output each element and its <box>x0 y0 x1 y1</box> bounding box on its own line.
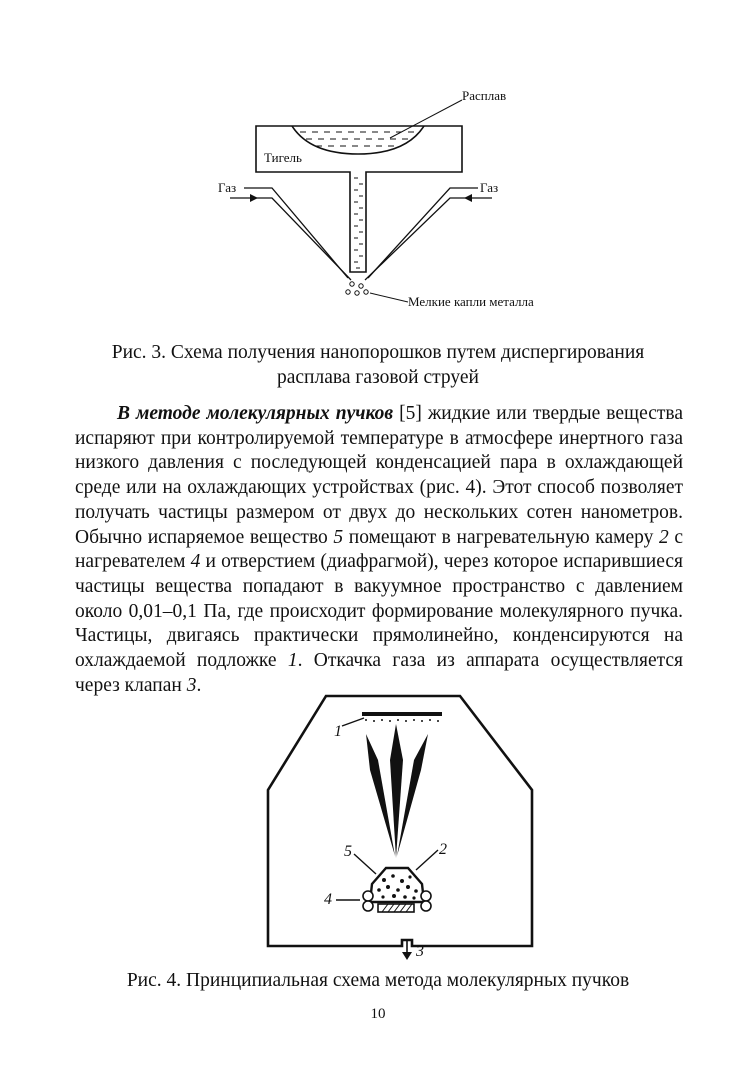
gas-jet-left <box>230 188 351 280</box>
leader-droplets <box>370 293 408 302</box>
droplets <box>346 282 368 295</box>
paragraph-text-3: с нагревателем <box>75 526 683 573</box>
label-crucible: Тигель <box>264 150 302 165</box>
label-gas-right: Газ <box>480 180 499 195</box>
figure-4-molecular-beam-diagram <box>238 690 568 960</box>
paragraph-text-5: . Откачка газа из аппарата осуществляется через клапан <box>75 650 683 696</box>
label-melt: Расплав <box>462 88 507 103</box>
label-3: 3 <box>416 943 424 960</box>
page-number: 10 <box>370 1006 386 1022</box>
figure-3-caption-line-1: Рис. 3. Схема получения нанопорошков путем диспергирования <box>111 342 645 363</box>
paragraph-text-6: . <box>196 674 202 696</box>
paragraph-text-2: помещают в нагревательную камеру <box>343 526 659 548</box>
paragraph-lead: В методе молекулярных пучков <box>117 403 394 424</box>
paragraph-text-4: и отверстием (диафрагмой), через которое испарившиеся частицы вещества попадают в вакуумное пространство с давлением около 0,01–0,1 Па, где происходит формирование молекулярного пучка. Частицы, двигаясь практически прямолинейно, конденсируются на охлаждаемой подложке <box>75 551 684 672</box>
ref-3: 3 <box>186 674 197 696</box>
label-2: 2 <box>439 841 447 858</box>
figure-3-caption-line-2: расплава газовой струей <box>277 367 479 388</box>
pump-out-arrow <box>402 940 412 960</box>
label-1: 1 <box>334 723 342 740</box>
label-5: 5 <box>344 843 352 860</box>
label-4: 4 <box>324 891 332 908</box>
stream-dashes <box>354 178 363 268</box>
gas-jet-right <box>365 188 492 280</box>
evaporation-cell <box>370 868 424 902</box>
label-droplets: Мелкие капли металла <box>408 294 534 309</box>
molecular-beams <box>366 724 428 858</box>
substrate <box>362 712 442 716</box>
paragraph-text-1: [5] жидкие или твердые вещества испаряют при контролируемой температуре в атмосфере инертного газа низкого давления с последующей конденсацией пара в охлаждающей среде или на охлаждающих устройствах (рис. 4). Этот способ позволяет получать частицы размером от двух до нескольких сотен нанометров. Обычно испаряемое вещество <box>75 403 683 548</box>
figure-3-caption <box>70 340 686 390</box>
crucible-body <box>256 126 462 272</box>
body-paragraph <box>75 402 683 698</box>
ref-5: 5 <box>333 526 344 548</box>
substrate-deposit <box>365 719 439 722</box>
figure-3-gas-atomization-diagram <box>200 80 580 310</box>
figure-4-caption: Рис. 4. Принципиальная схема метода молекулярных пучков <box>126 970 630 991</box>
label-gas-left: Газ <box>218 180 237 195</box>
leader-melt <box>390 100 462 138</box>
ref-2: 2 <box>658 526 669 548</box>
ref-1: 1 <box>287 650 298 672</box>
ref-4: 4 <box>190 551 201 573</box>
